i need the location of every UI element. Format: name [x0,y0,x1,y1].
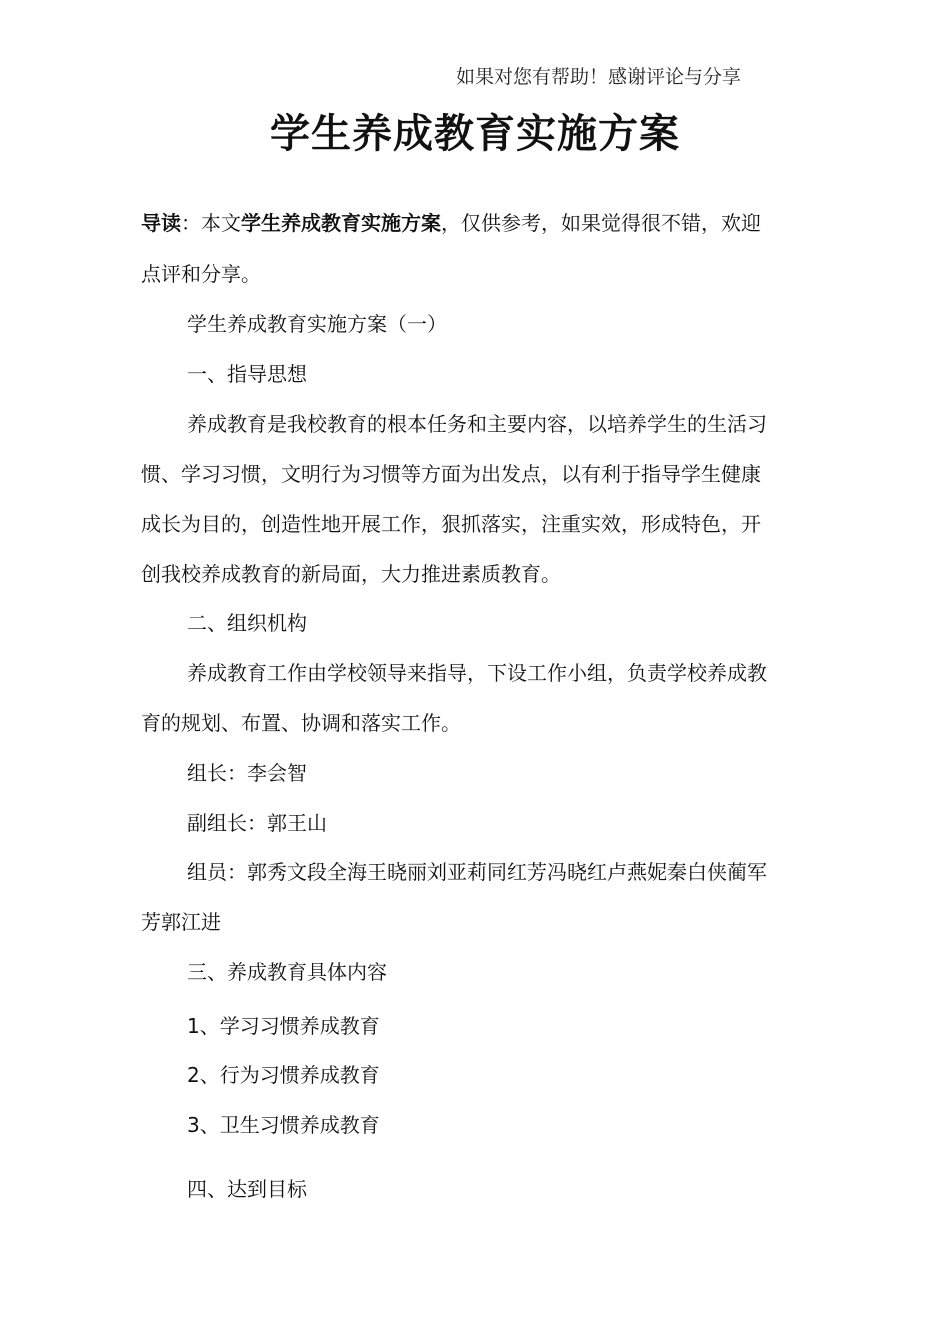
intro-line1-rest: ，仅供参考，如果觉得很不错，欢迎 [441,211,761,235]
part2-members-line-2: 芳郭江进 [141,910,221,934]
intro-line-2: 点评和分享。 [141,262,261,286]
part1-heading: 一、指导思想 [187,362,307,386]
section-heading: 学生养成教育实施方案（一） [187,312,447,336]
part1-line-3: 成长为目的，创造性地开展工作，狠抓落实，注重实效，形成特色，开 [141,512,761,536]
part3-item-3: 3、卫生习惯养成教育 [187,1113,380,1137]
part3-item-2: 2、行为习惯养成教育 [187,1063,380,1087]
part2-line-2: 育的规划、布置、协调和落实工作。 [141,711,461,735]
part2-leader: 组长：李会智 [187,761,307,785]
intro-label: 导读 [141,211,181,235]
intro-doc-title: 学生养成教育实施方案 [241,211,441,235]
part2-vice-leader: 副组长：郭王山 [187,811,327,835]
part3-item-1: 1、学习习惯养成教育 [187,1014,380,1038]
part2-line-1: 养成教育工作由学校领导来指导，下设工作小组，负责学校养成教 [187,661,767,685]
intro-line-1 [141,207,761,236]
part1-line-2: 惯、学习习惯，文明行为习惯等方面为出发点，以有利于指导学生健康 [141,462,761,486]
part2-members-line-1: 组员：郭秀文段全海王晓丽刘亚莉同红芳冯晓红卢燕妮秦白侠蔺军 [187,860,767,884]
header-note: 如果对您有帮助！感谢评论与分享 [456,66,742,88]
part1-line-1: 养成教育是我校教育的根本任务和主要内容，以培养学生的生活习 [187,412,767,436]
part3-heading: 三、养成教育具体内容 [187,960,387,984]
part2-heading: 二、组织机构 [187,611,307,635]
part1-line-4: 创我校养成教育的新局面，大力推进素质教育。 [141,562,561,586]
document-title: 学生养成教育实施方案 [270,111,680,157]
part4-heading: 四、达到目标 [187,1177,307,1201]
intro-colon: ：本文 [181,211,241,235]
